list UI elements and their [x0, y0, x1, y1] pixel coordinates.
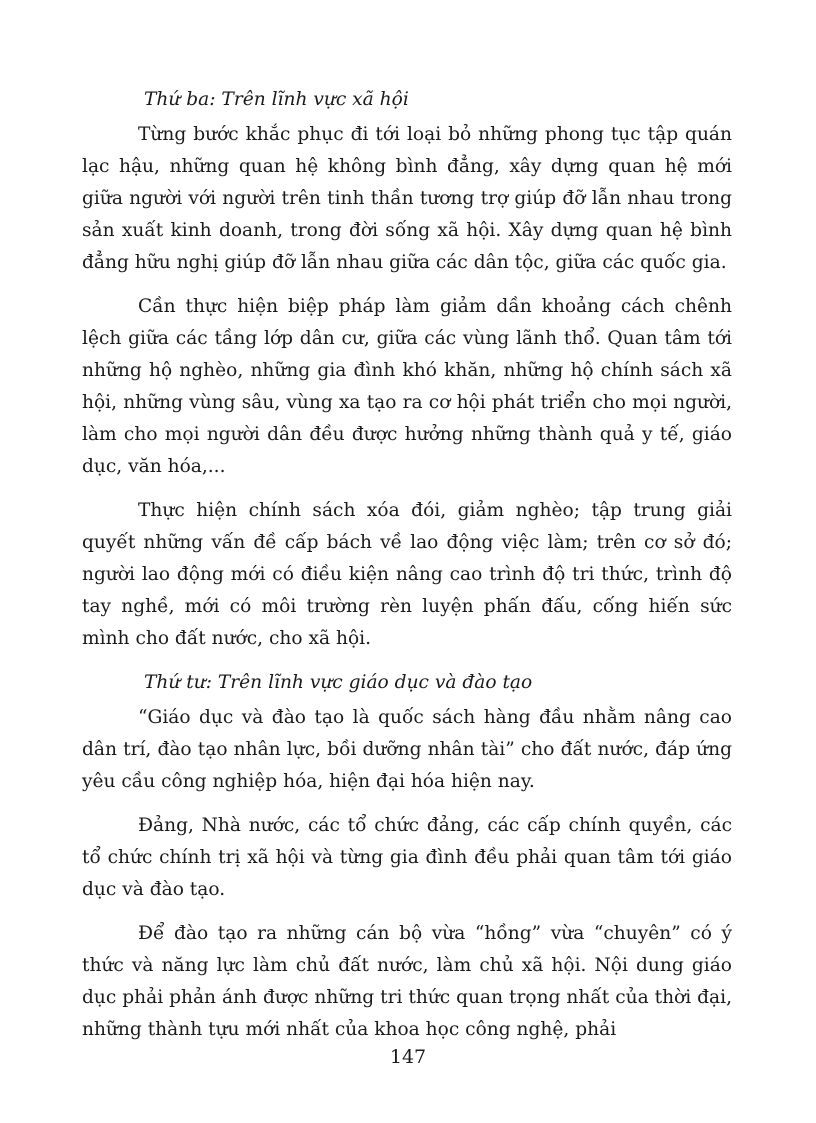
paragraph: Đảng, Nhà nước, các tổ chức đảng, các cấp chính quyền, các tổ chức chính trị xã hội và từng gia đình đều phải quan tâm tới giáo dục và đào tạo. — [82, 815, 732, 900]
paragraph: “Giáo dục và đào tạo là quốc sách hàng đầu nhằm nâng cao dân trí, đào tạo nhân lực, bồi dưỡng nhân tài” cho đất nước, đáp ứng yêu cầu công nghiệp hóa, hiện đại hóa hiện nay. — [82, 707, 732, 792]
paragraph: Cần thực hiện biệp pháp làm giảm dần khoảng cách chênh lệch giữa các tầng lớp dân cư, giữa các vùng lãnh thổ. Quan tâm tới những hộ nghèo, những gia đình khó khăn, những hộ chính sách xã hội, những vùng sâu, vùng xa tạo ra cơ hội phát triển cho mọi người, làm cho mọi người dân đều được hưởng những thành quả y tế, giáo dục, văn hóa,... — [82, 296, 732, 477]
page-number: 147 — [389, 1046, 427, 1068]
section-heading-education: Thứ tư: Trên lĩnh vực giáo dục và đào tạo — [144, 672, 533, 693]
paragraph: Thực hiện chính sách xóa đói, giảm nghèo; tập trung giải quyết những vấn đề cấp bách về lao động việc làm; trên cơ sở đó; người lao động mới có điều kiện nâng cao trình độ tri thức, trình độ tay nghề, mới có môi trường rèn luyện phấn đấu, cống hiến sức mình cho đất nước, cho xã hội. — [82, 500, 732, 649]
paragraph: Từng bước khắc phục đi tới loại bỏ những phong tục tập quán lạc hậu, những quan hệ không bình đẳng, xây dựng quan hệ mới giữa người với người trên tinh thần tương trợ giúp đỡ lẫn nhau trong sản xuất kinh doanh, trong đời sống xã hội. Xây dựng quan hệ bình đẳng hữu nghị giúp đỡ lẫn nhau giữa các dân tộc, giữa các quốc gia. — [82, 124, 732, 273]
paragraph: Để đào tạo ra những cán bộ vừa “hồng” vừa “chuyên” có ý thức và năng lực làm chủ đất nước, làm chủ xã hội. Nội dung giáo dục phải phản ánh được những tri thức quan trọng nhất của thời đại, những thành tựu mới nhất của khoa học công nghệ, phải — [82, 923, 732, 1040]
section-heading-social: Thứ ba: Trên lĩnh vực xã hội — [144, 89, 409, 110]
page-body — [82, 84, 732, 1058]
